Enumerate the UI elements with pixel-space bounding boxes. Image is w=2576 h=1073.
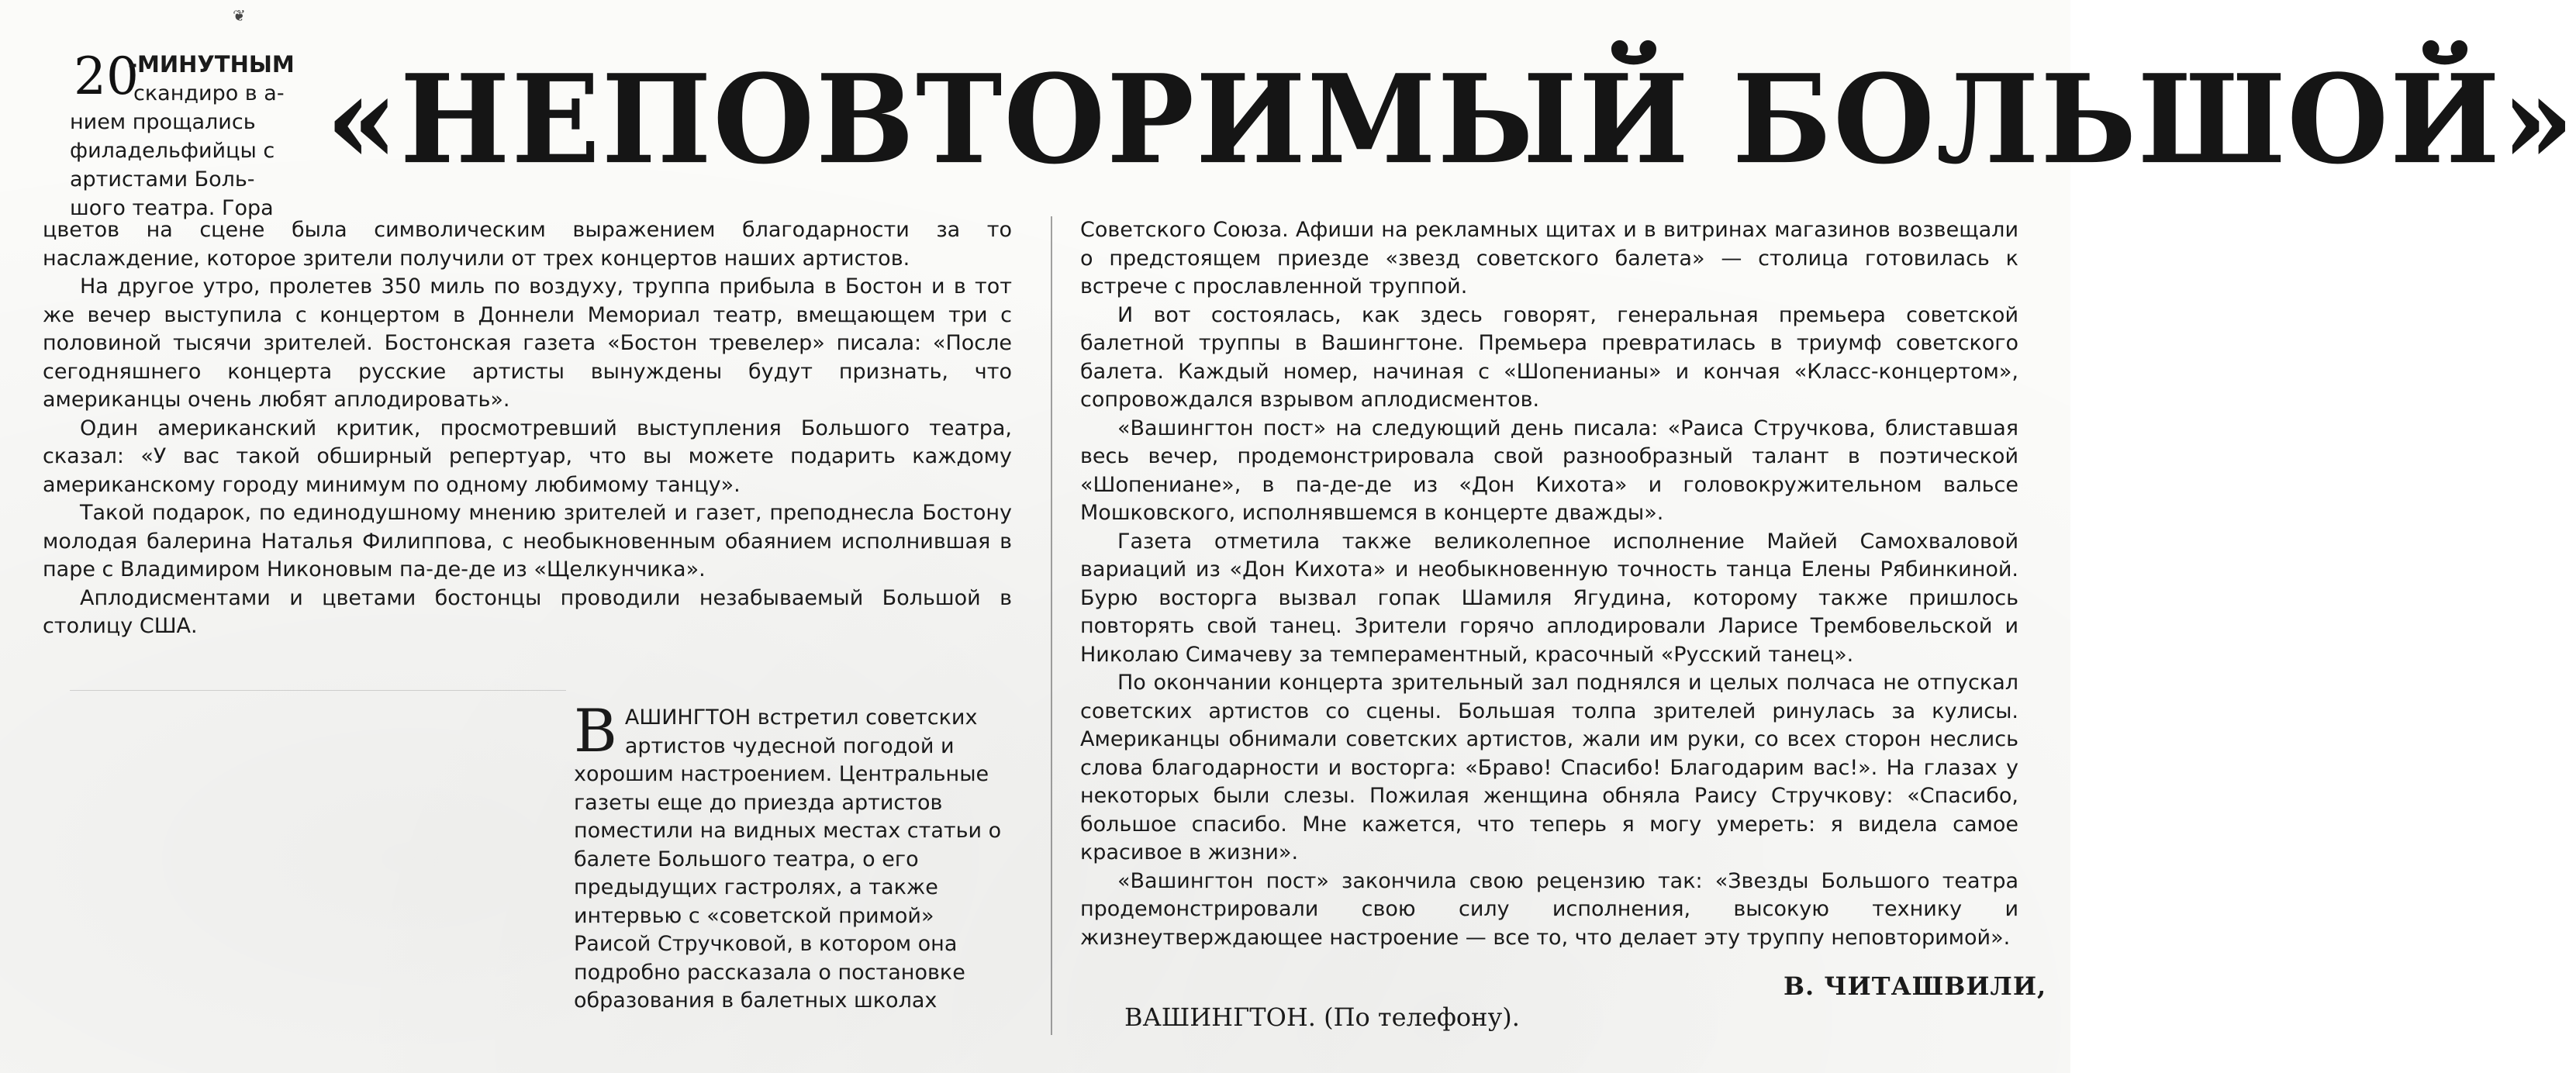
lead-word: -МИНУТНЫМ bbox=[128, 51, 295, 78]
cut-line bbox=[70, 690, 566, 691]
washington-text: АШИНГТОН встретил советских артистов чудесной погодой и хорошим настроением. Центральные газеты еще до приезда артистов поместили на видных местах статьи о балете Большого театра, о его предыдущих гастролях, а также интервью с «советской примой» Раисой Стручковой, в котором она подробно рассказала о постановке образования в балетных школах bbox=[574, 706, 1002, 1013]
right-column bbox=[1080, 216, 2018, 952]
lead-line: артистами Боль- bbox=[70, 167, 255, 191]
lead-line: шого театра. Гора bbox=[70, 196, 274, 220]
author-name: В. ЧИТАШВИЛИ, bbox=[1784, 971, 2047, 1001]
paragraph: По окончании концерта зрительный зал поднялся и целых полчаса не отпускал советских артистов со сцены. Большая толпа зрителей ринулась за кулисы. Американцы обнимали советских артистов, жали им руки, со всех сторон неслись слова благодарности и восторга: «Браво! Спасибо! Благодарим вас!». На глазах у некоторых были слезы. Пожилая женщина обняла Раису Стручкову: «Спасибо, большое спасибо. Мне кажется, что теперь я могу умереть: я видела самое красивое в жизни». bbox=[1080, 671, 2018, 864]
paragraph: Газета отметила также великолепное исполнение Майей Самохваловой вариаций из «Дон Кихота» и необыкновенную точность танца Елены Рябинкиной. Бурю восторга вызвал гопак Шамиля Ягудина, которому также пришлось повторять свой танец. Зрители горячо аплодировали Ларисе Трембовельской и Николаю Симачеву за темпераментный, красочный «Русский танец». bbox=[1080, 529, 2018, 667]
lead-block bbox=[70, 79, 304, 223]
left-column bbox=[43, 216, 1012, 641]
paragraph: Советского Союза. Афиши на рекламных щитах и в витринах магазинов возвещали о предстоящем приезде «звезд советского балета» — столица готовилась к встрече с прославленной труппой. bbox=[1080, 218, 2018, 298]
lead-line: нием прощались bbox=[70, 110, 256, 134]
lead-line: скандиро в а- bbox=[133, 81, 285, 105]
column-divider bbox=[1051, 216, 1052, 1035]
paragraph: Такой подарок, по единодушному мнению зрителей и газет, преподнесла Бостону молодая балерина Наталья Филиппова, с необыкновенным обаянием исполнившая в паре с Владимиром Никоновым па-де-де из «Щелкунчика». bbox=[43, 501, 1012, 581]
lead-number: 20 bbox=[74, 47, 139, 106]
paragraph: Один американский критик, просмотревший выступления Большого театра, сказал: «У вас такой обширный репертуар, что вы можете подарить каждому американскому городу минимум по одному любимому танцу». bbox=[43, 416, 1012, 497]
paper-speck-icon: ❦ bbox=[233, 6, 246, 25]
paragraph: «Вашингтон пост» на следующий день писала: «Раиса Стручкова, блиставшая весь вечер, продемонстрировала свой разнообразный талант в поэтической «Шопениане», в па-де-де из «Дон Кихота» и головокружительном вальсе Мошковского, исполнявшемся в концерте дважды». bbox=[1080, 416, 2018, 525]
paragraph: На другое утро, пролетев 350 миль по воздуху, труппа прибыла в Бостон и в тот же вечер выступила с концертом в Доннели Мемориал театр, вмещающем три с половиной тысячи зрителей. Бостонская газета «Бостон тревелер» писала: «После сегодняшнего концерта русские артисты вынуждены будут признать, что американцы очень любят аплодировать». bbox=[43, 274, 1012, 412]
lead-line: филадельфийцы с bbox=[70, 139, 275, 163]
paragraph: «Вашингтон пост» закончила свою рецензию так: «Звезды Большого театра продемонстрировали свою силу исполнения, высокую технику и жизнеутверждающее настроение — все то, что делает эту труппу неповторимой». bbox=[1080, 868, 2018, 950]
dateline: ВАШИНГТОН. (По телефону). bbox=[1124, 1002, 1520, 1032]
paragraph: И вот состоялась, как здесь говорят, генеральная премьера советской балетной труппы в Вашингтоне. Премьера превратилась в триумф советского балета. Каждый номер, начиная с «Шопенианы» и кончая «Класс-концертом», сопровождался взрывом аплодисментов. bbox=[1080, 302, 2018, 412]
washington-column bbox=[574, 696, 1012, 1016]
dropcap: В bbox=[574, 696, 617, 765]
headline: «НЕПОВТОРИМЫЙ БОЛЬШОЙ» bbox=[326, 48, 2576, 191]
paragraph: цветов на сцене была символическим выражением благодарности за то наслаждение, которое зрители получили от трех концертов наших артистов. bbox=[43, 218, 1012, 271]
paragraph: Аплодисментами и цветами бостонцы проводили незабываемый Большой в столицу США. bbox=[43, 585, 1012, 638]
